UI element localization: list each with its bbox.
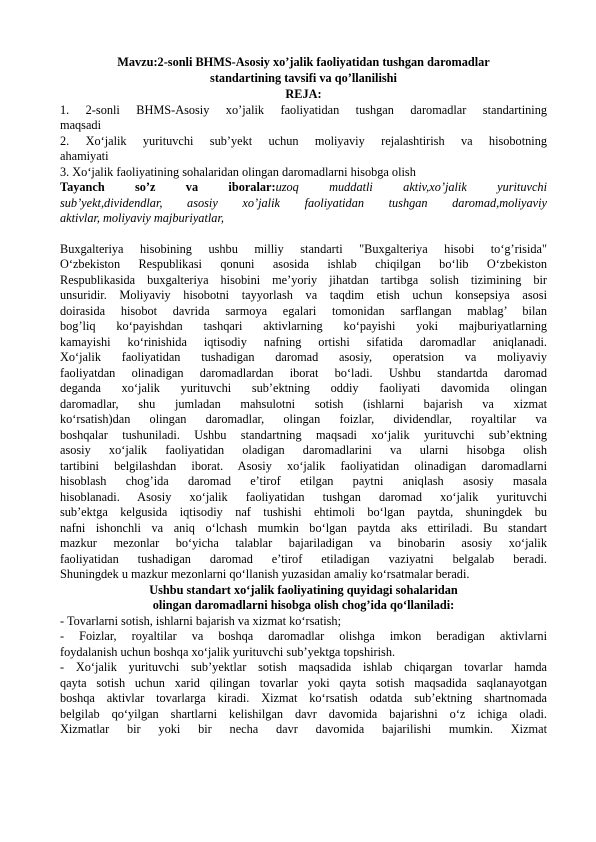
- list-item: Xizmatlar bir yoki bir necha davr davomida bajarilishi mumkin. Xizmat: [60, 722, 547, 736]
- paragraph-line: kamayishi ko‘rinishida iqtisodiy nafning ortishi sifatida daromadlar aniqlanadi.: [60, 335, 547, 349]
- paragraph-line: mazkur mezonlar bo‘yicha talablar bajariladigan va binobarin asosiy xo‘jalik: [60, 536, 547, 550]
- paragraph-line: daromadlar, shu jumladan mahsulotni sotish (ishlarni bajarish va xizmat: [60, 397, 547, 411]
- paragraph-line: unsuridir. Moliyaviy hisobotni tayyorlash va taqdim etish uchun konsepsiya asosi: [60, 288, 547, 302]
- paragraph-line: sub’ektga kelgusida iqtisodiy naf tushishi ehtimoli bo‘lgan paytda, shuningdek bu: [60, 505, 547, 519]
- plan-line: 1. 2-sonli BHMS-Asosiy xo’jalik faoliyatidan tushgan daromadlar standartining: [60, 103, 547, 117]
- paragraph-line: ko‘rsatish)dan olingan daromadlar, olingan foizlar, dividendlar, royaltilar va: [60, 412, 547, 426]
- list-item: - Foizlar, royaltilar va boshqa daromadlar olishga imkon beradigan aktivlarni: [60, 629, 547, 643]
- paragraph-line: hisoblanadi. Asosiy xo‘jalik faoliyatidan tushgan daromad xo‘jalik yurituvchi: [60, 490, 547, 504]
- paragraph-line: Xo‘jalik faoliyatidan tushadigan daromad asosiy, operatsion va moliyaviy: [60, 350, 547, 364]
- keywords-line: [60, 180, 547, 195]
- plan-line: 2. Xo‘jalik yurituvchi sub’yekt uchun moliyaviy rejalashtirish va hisobotning: [60, 134, 547, 148]
- paragraph-line: Respublikasida buxgalteriya hisobini me’yoriy jihatdan tartibga solish tizimining bir: [60, 273, 547, 287]
- section-subtitle-line1: Ushbu standart xo‘jalik faoliyatining quyidagi sohalaridan: [149, 583, 458, 597]
- paragraph-line: Shuningdek u mazkur mezonlarni qo‘llanish yuzasidan amaliy ko‘rsatmalar beradi.: [60, 567, 470, 581]
- paragraph-line: O‘zbekiston Respublikasi qonuni asosida ishlab chiqilgan bo‘lib O‘zbekiston: [60, 257, 547, 271]
- section-subtitle-line2: olingan daromadlarni hisobga olish chog’ida qo‘llaniladi:: [152, 598, 455, 612]
- paragraph-line: asosiy xo‘jalik faoliyatidan oladigan daromadlarini va ularni hisobga olish: [60, 443, 547, 457]
- plan-line: ahamiyati: [60, 149, 109, 163]
- keywords-line: [60, 211, 547, 226]
- paragraph-line: tartibini belgilashdan iborat. Asosiy xo‘jalik faoliyatidan olinadigan daromadlarni: [60, 459, 547, 473]
- list-item: qayta sotish uchun xarid qilingan tovarlar yoki qayta sotish maqsadida saqlanayotgan: [60, 676, 547, 690]
- paragraph-line: boshqalar tushuniladi. Ushbu standartning maqsadi xo‘jalik yurituvchi sub’ektning: [60, 428, 547, 442]
- list-item: - Xo‘jalik yurituvchi sub’yektlar sotish maqsadida ishlab chiqargan tovarlar hamda: [60, 660, 547, 674]
- list-item: boshqa aktivlar tovarlarga kiradi. Xizmat ko‘rsatish odatda sub’ektning shartnomada: [60, 691, 547, 705]
- paragraph-line: doirasida hisobot davrida sarmoya egalari tomonidan sarflangan mablag’ bilan: [60, 304, 547, 318]
- paragraph-line: hisoblash chog’ida daromad e’tirof etilgan paytni aniqlash asosiy masala: [60, 474, 547, 488]
- list-item: belgilab qo‘yilgan shartlarni kelishilgan davr davomida bajarishni o‘z ichiga oladi.: [60, 707, 547, 721]
- plan-line: maqsadi: [60, 118, 101, 132]
- keywords-text: aktivlar, moliyaviy majburiyatlar,: [60, 211, 224, 225]
- document-title-line2: standartining tavsifi va qo’llanilishi: [210, 71, 397, 85]
- paragraph-line: deganda xo‘jalik yurituvchi sub’ektning oddiy faoliyati davomida olingan: [60, 381, 547, 395]
- keywords-line: [60, 196, 547, 211]
- paragraph-line: bog’liq ko‘payishdan tashqari aktivlarning ko‘payishi yoki majburiyatlarning: [60, 319, 547, 333]
- reja-heading: REJA:: [285, 87, 322, 101]
- document-title-line1: Mavzu:2-sonli BHMS-Asosiy xo’jalik faoliyatidan tushgan daromadlar: [117, 55, 490, 69]
- paragraph-line: faoliyatdan olinadigan daromadlardan iborat bo‘ladi. Ushbu standartda daromad: [60, 366, 547, 380]
- list-item: foydalanish uchun boshqa xo‘jalik yurituvchi sub’yektga topshirish.: [60, 645, 396, 659]
- paragraph-line: nafni ishonchli va aniq o‘lchash mumkin bo‘lgan paytda aks ettiriladi. Bu standart: [60, 521, 547, 535]
- keywords-text: uzoq muddatli aktiv,xo’jalik yurituvchi: [275, 180, 547, 194]
- keywords-label: Tayanch so’z va iboralar:: [60, 180, 276, 194]
- list-item: - Tovarlarni sotish, ishlarni bajarish va xizmat ko‘rsatish;: [60, 614, 341, 628]
- paragraph-line: Buxgalteriya hisobining ushbu milliy standarti "Buxgalteriya hisobi to‘g’risida": [60, 242, 547, 256]
- keywords-text: sub’yekt,dividendlar, asosiy xo’jalik faoliyatidan tushgan daromad,moliyaviy: [60, 196, 547, 210]
- plan-line: 3. Xo‘jalik faoliyatining sohalaridan olingan daromadlarni hisobga olish: [60, 165, 416, 179]
- paragraph-line: faoliyatidan tushadigan daromad e’tirof etiladigan vaziyatni belgalab beradi.: [60, 552, 547, 566]
